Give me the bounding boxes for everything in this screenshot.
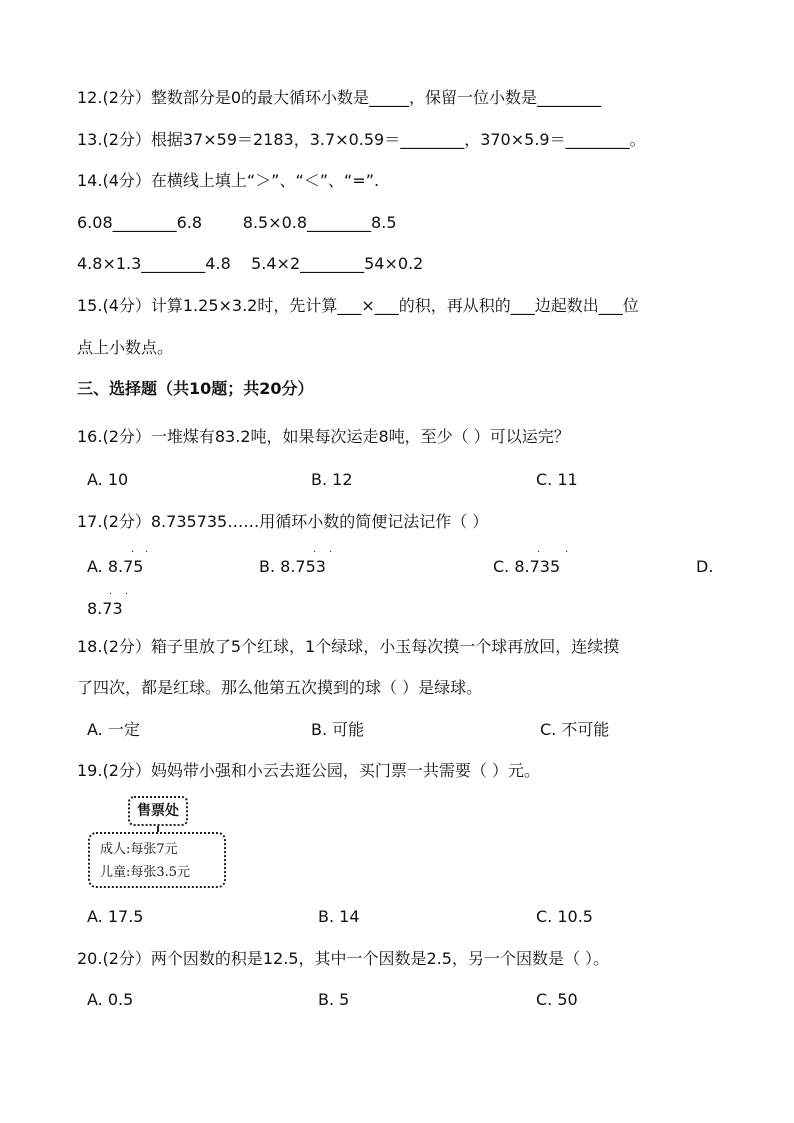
question-14-row-2: 4.8×1.3________4.8 5.4×2________54×0.2 xyxy=(77,254,424,273)
question-15-line-1: 15.(4分）计算1.25×3.2时，先计算___×___的积，再从积的___边起数出___位 xyxy=(77,296,639,315)
q20-option-a[interactable]: A. 0.5 xyxy=(87,990,134,1009)
question-18-line-1: 18.(2分）箱子里放了5个红球，1个绿球，小玉每次摸一个球再放回，连续摸 xyxy=(77,637,620,656)
question-19: 19.(2分）妈妈带小强和小云去逛公园，买门票一共需要（ ）元。 xyxy=(77,761,540,780)
question-16: 16.(2分）一堆煤有83.2吨，如果每次运走8吨，至少（ ）可以运完？ xyxy=(77,427,570,446)
q18-option-b[interactable]: B. 可能 xyxy=(311,720,365,739)
q19-option-c[interactable]: C. 10.5 xyxy=(536,907,593,926)
question-13: 13.(2分）根据37×59＝2183，3.7×0.59＝________，370×5.9＝________。 xyxy=(77,130,646,149)
q16-option-c[interactable]: C. 11 xyxy=(536,470,578,489)
q19-option-a[interactable]: A. 17.5 xyxy=(87,907,144,926)
question-15-line-2: 点上小数点。 xyxy=(77,338,174,357)
repeat-dot: · xyxy=(145,547,149,558)
question-14: 14.(4分）在横线上填上“＞”、“＜”、“=”. xyxy=(77,171,380,190)
adult-price: 成人:每张7元 xyxy=(100,842,178,857)
repeat-dot: · xyxy=(109,589,113,600)
repeat-dot: · xyxy=(537,547,541,558)
q17-option-c[interactable]: C. 8.735 xyxy=(493,557,561,576)
repeat-dot: · xyxy=(565,547,569,558)
q20-option-b[interactable]: B. 5 xyxy=(318,990,350,1009)
q17-option-d-value: 8.73 xyxy=(87,599,123,618)
q17-option-a[interactable]: A. 8.75 xyxy=(87,557,144,576)
section-3-heading: 三、选择题（共10题；共20分） xyxy=(77,379,314,398)
q16-option-a[interactable]: A. 10 xyxy=(87,470,129,489)
q16-option-b[interactable]: B. 12 xyxy=(311,470,353,489)
question-17: 17.(2分）8.735735……用循环小数的简便记法记作（ ） xyxy=(77,512,489,531)
repeat-dot: · xyxy=(329,547,333,558)
sign-title: 售票处 xyxy=(128,796,188,826)
q18-option-c[interactable]: C. 不可能 xyxy=(540,720,610,739)
q18-option-a[interactable]: A. 一定 xyxy=(87,720,140,739)
ticket-booth-sign xyxy=(80,796,230,892)
q17-option-b[interactable]: B. 8.753 xyxy=(259,557,326,576)
child-price: 儿童:每张3.5元 xyxy=(100,865,191,880)
question-18-line-2: 了四次，都是红球。那么他第五次摸到的球（ ）是绿球。 xyxy=(77,678,483,697)
question-20: 20.(2分）两个因数的积是12.5，其中一个因数是2.5，另一个因数是（ ）。 xyxy=(77,949,610,968)
q19-option-b[interactable]: B. 14 xyxy=(318,907,360,926)
repeat-dot: · xyxy=(313,547,317,558)
q20-option-c[interactable]: C. 50 xyxy=(536,990,578,1009)
question-14-row-1: 6.08________6.8 8.5×0.8________8.5 xyxy=(77,213,397,232)
repeat-dot: · xyxy=(125,589,129,600)
question-12: 12.(2分）整数部分是0的最大循环小数是_____，保留一位小数是________ xyxy=(77,88,602,107)
price-board xyxy=(88,832,226,888)
repeat-dot: · xyxy=(131,547,135,558)
q17-option-d[interactable]: D. xyxy=(696,557,714,576)
